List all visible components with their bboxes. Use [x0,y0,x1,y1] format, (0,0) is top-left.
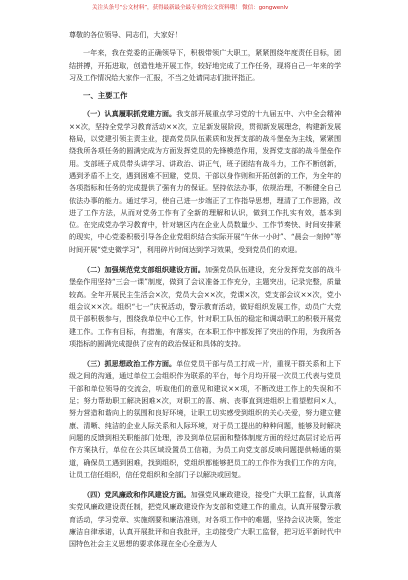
item-4-body: 加强党风廉政建设，接受广大职工监督，认真落实党风廉政建设责任制，把党风廉政建设作为支部和党建工作的重点，认真开展警示教育活动，学习党章、实施纲要和廉洁准则，对各项工作中的难题，坚持会议决策，签定廉洁自律承诺，认真开展批评和自我批评，主动接受广大职工监督，把习近平新时代中国特色社会主义思想的要求体现在全心全意为人 [69,490,342,549]
item-4-paragraph [69,489,341,550]
item-4-heading: （四）党风廉政和作风建设方面。 [83,490,191,500]
item-3-body: 单位党员干部与员工打成一片，重视干群关系和上下级之间的沟通，通过单位工会组织作为联系的平台，每个月均开展一次员工代表与党员干部和单位领导的交流会，听取他们的意见和建议××项，不断改进工作上的失误和不足；努力帮助职工解决困难×次，对职工的喜、病、丧事直到进组织上看望慰问×人，努力营造和谐向上的氛围和良好环境，让职工切实感受到组织的关心关爱，努力建立健康、清晰、纯洁的企业人际关系和人际环境，对于员工提出的种种问题，能够及时解决问题的反馈到相关职能部门处理，涉及到单位层面和整体制度方面的经过高层讨论后再作方案执行，单位在公共区域设置员工信箱，为员工向党支部反映问题提供畅通的渠道，确保员工遇到困难，找到组织，党组织都能够把员工的工作作为我们工作的方向，让员工信任组织，信任党组织和全部门子以解决或回复。 [69,359,341,479]
intro-paragraph: 一年来，我在党委的正确领导下，积极带领广大职工，紧紧围绕年度责任目标，团结拼搏，开拓进取，创造性地开展工作，较好地完成了工作任务，现将自己一年来的学习及工作情况给大家作一汇报，不当之处请同志们批评指正。 [69,48,341,82]
promo-banner: 关注头条号“公文材料”，获得最新最全最专业的公文资料哦！ 微信：gongwenlv [92,5,289,11]
item-2-body: 加强党员队伍建设，充分发挥党支部的战斗堡垒作用坚持“三会一课”制度，做到了会议准备工作充分，主题突出，记录完整，质量较高。全年开展民主生活会×次，党员大会××次，党课×次，党支部会议××次，党小组会议××次。组织“七一”庆祝活动，警示教育活动，做好组织发展工作，动员广大党员干部积极参与，围绕我单位中心工作，针对职工队伍的稳定和调动职工的积极开展党建工作。工作有目标，有措施，有落实，在本职工作中都发挥了突出的作用，为我所各项指标的圆满完成提供了应有的政治保证和具体的支持。 [69,265,341,348]
speech-document [69,29,341,551]
item-2-paragraph [69,264,341,350]
item-2-heading: （二）加强规范党支部组织建设方面。 [83,265,205,275]
item-1-heading: （一）认真履职抓党建方面。 [83,109,177,119]
item-3-paragraph [69,358,341,481]
item-1-paragraph [69,108,341,256]
item-3-heading: （三）抓思想政治工作方面。 [83,359,177,369]
greeting: 尊敬的各位领导、同志们，大家好！ [69,30,182,39]
item-1-body: 我支部开展重点学习党的十九届五中、六中全会精神××次，坚持全党学习教育活动××次，立足新发展阶段，贯彻新发展理念，构建新发展格局，以党建引领主责主业，提高党员队伍素质和发挥支部的战斗堡垒为主线，紧紧围绕我所各项任务的圆满完成为方面发挥党员的先锋模范作用，发挥党支部的战斗堡垒作用。支部班子成员带头讲学习、讲政治、讲正气，班子团结有战斗力，工作不断创新，遇到矛盾不上交，遇到困难不回避，党员、干部以身作则和开拓创新的工作，为全年的各项指标和任务的完成提供了强有力的保证。坚持依法办事，依规治理，不断健全自己依法办事的能力。通过学习，使自己进一步端正了工作指导思想，理清了工作思路，改进了工作方法，从而对党务工作有了全新的理解和认识，做到工作扎实有效，基本到位。在完成党办学习教育中，针对辖区内在企业人员数量少、工作节奏快、时间安排紧的现实，中心党委积极引导各企业党组织结合实际开展“午休一小时”、“晨会一刻钟”等时间开展“党史微学习”，利用碎片时间达到学习效果，受到党员们的欢迎。 [69,109,341,254]
section-title: 一、主要工作 [83,91,128,101]
